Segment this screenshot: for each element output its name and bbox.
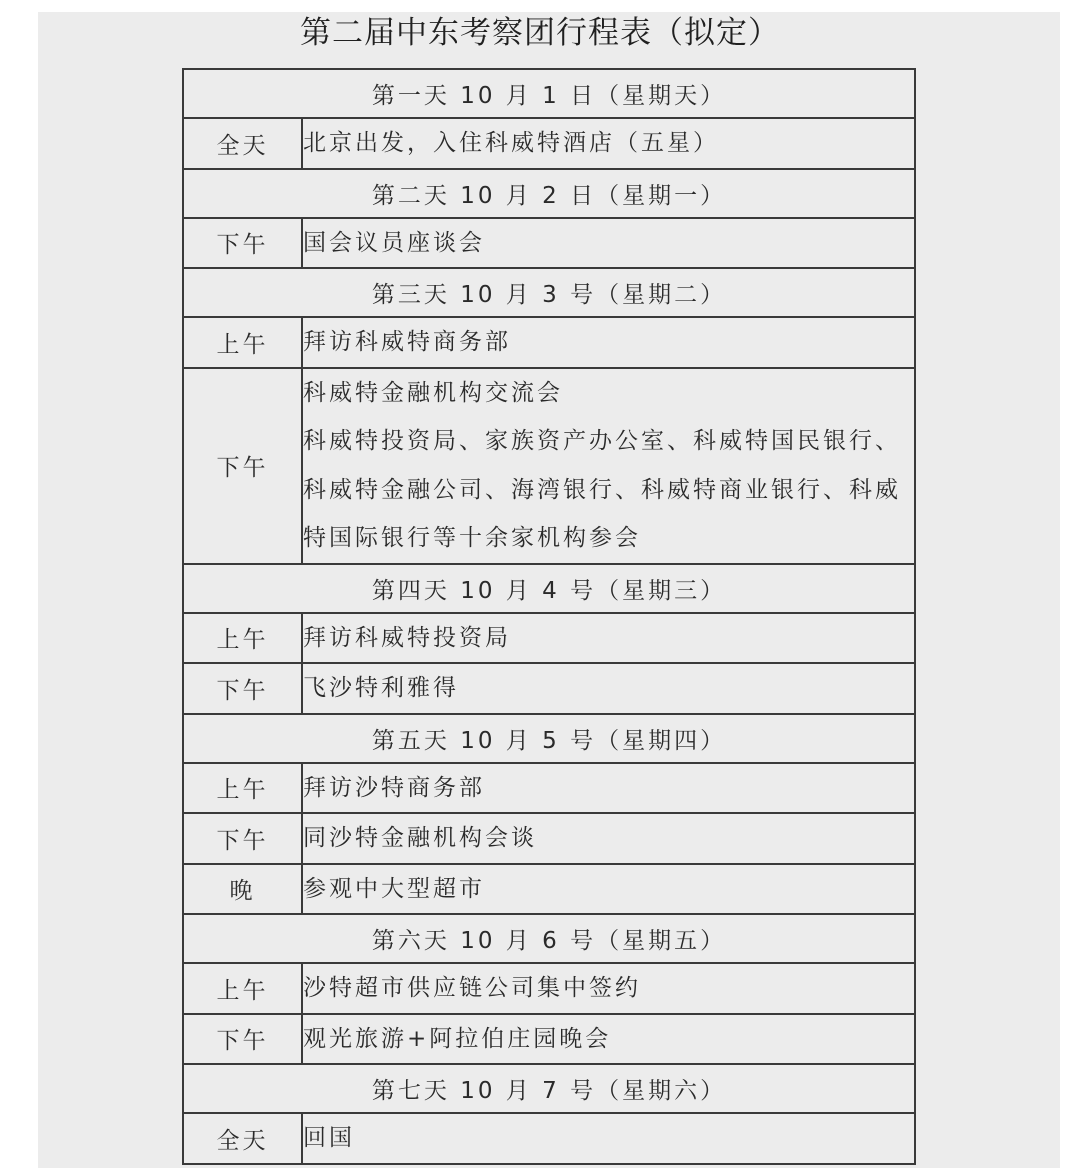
- day-header: 第五天 10 月 5 号（星期四）: [183, 714, 915, 763]
- day-header: 第六天 10 月 6 号（星期五）: [183, 914, 915, 963]
- time-cell: 下午: [183, 218, 302, 269]
- activity-cell: [302, 317, 915, 368]
- activity-cell: [302, 864, 915, 915]
- activity-cell: [302, 963, 915, 1014]
- time-cell: 全天: [183, 118, 302, 169]
- time-cell: 上午: [183, 317, 302, 368]
- activity-text: 拜访科威特商务部: [303, 329, 511, 355]
- activity-cell: [302, 763, 915, 814]
- table-row: [183, 663, 915, 714]
- time-cell: 下午: [183, 663, 302, 714]
- time-cell: 下午: [183, 1014, 302, 1065]
- time-cell: 晚: [183, 864, 302, 915]
- day-header: 第四天 10 月 4 号（星期三）: [183, 564, 915, 613]
- time-cell: 上午: [183, 613, 302, 664]
- time-cell: 下午: [183, 813, 302, 864]
- activity-cell: [302, 613, 915, 664]
- activity-cell: [302, 813, 915, 864]
- activity-text: 科威特金融机构交流会: [303, 379, 563, 406]
- activity-cell: [302, 218, 915, 269]
- time-cell: 下午: [183, 368, 302, 564]
- time-cell: 上午: [183, 963, 302, 1014]
- activity-text: 科威特投资局、家族资产办公室、科威特国民银行、: [303, 428, 901, 454]
- activity-text: 沙特超市供应链公司集中签约: [303, 975, 641, 1001]
- table-row: [183, 613, 915, 664]
- day-header: 第一天 10 月 1 日（星期天）: [183, 69, 915, 118]
- activity-text: 科威特金融公司、海湾银行、科威特商业银行、科威: [303, 476, 901, 503]
- activity-text: 飞沙特利雅得: [303, 675, 459, 701]
- table-row: [183, 763, 915, 814]
- schedule-body: [183, 69, 915, 1164]
- activity-text: 国会议员座谈会: [303, 229, 485, 256]
- day-header-row: [183, 268, 915, 317]
- table-row: [183, 317, 915, 368]
- day-header: 第七天 10 月 7 号（星期六）: [183, 1064, 915, 1113]
- day-header-row: [183, 169, 915, 218]
- day-header: 第二天 10 月 2 日（星期一）: [183, 169, 915, 218]
- activity-text: 拜访科威特投资局: [303, 624, 511, 651]
- table-row: [183, 118, 915, 169]
- table-row: [183, 1014, 915, 1065]
- table-row: [183, 1113, 915, 1164]
- day-header: 第三天 10 月 3 号（星期二）: [183, 268, 915, 317]
- table-row: [183, 368, 915, 564]
- schedule-table: [182, 68, 916, 1165]
- activity-text: 拜访沙特商务部: [303, 774, 485, 801]
- day-header-row: [183, 69, 915, 118]
- document-title: 第二届中东考察团行程表（拟定）: [300, 15, 780, 51]
- activity-text: 同沙特金融机构会谈: [303, 825, 537, 851]
- day-header-row: [183, 1064, 915, 1113]
- activity-cell: [302, 1014, 915, 1065]
- table-row: [183, 813, 915, 864]
- time-cell: 上午: [183, 763, 302, 814]
- activity-cell: [302, 368, 915, 564]
- activity-cell: [302, 663, 915, 714]
- day-header-row: [183, 564, 915, 613]
- activity-text: 特国际银行等十余家机构参会: [303, 525, 641, 551]
- table-row: [183, 864, 915, 915]
- activity-text: 参观中大型超市: [303, 875, 485, 902]
- activity-text: 观光旅游+阿拉伯庄园晚会: [303, 1025, 612, 1052]
- table-row: [183, 218, 915, 269]
- day-header-row: [183, 914, 915, 963]
- activity-text: 回国: [303, 1125, 355, 1151]
- table-row: [183, 963, 915, 1014]
- activity-text: 北京出发，入住科威特酒店（五星）: [303, 130, 719, 156]
- activity-cell: [302, 118, 915, 169]
- day-header-row: [183, 714, 915, 763]
- activity-cell: [302, 1113, 915, 1164]
- time-cell: 全天: [183, 1113, 302, 1164]
